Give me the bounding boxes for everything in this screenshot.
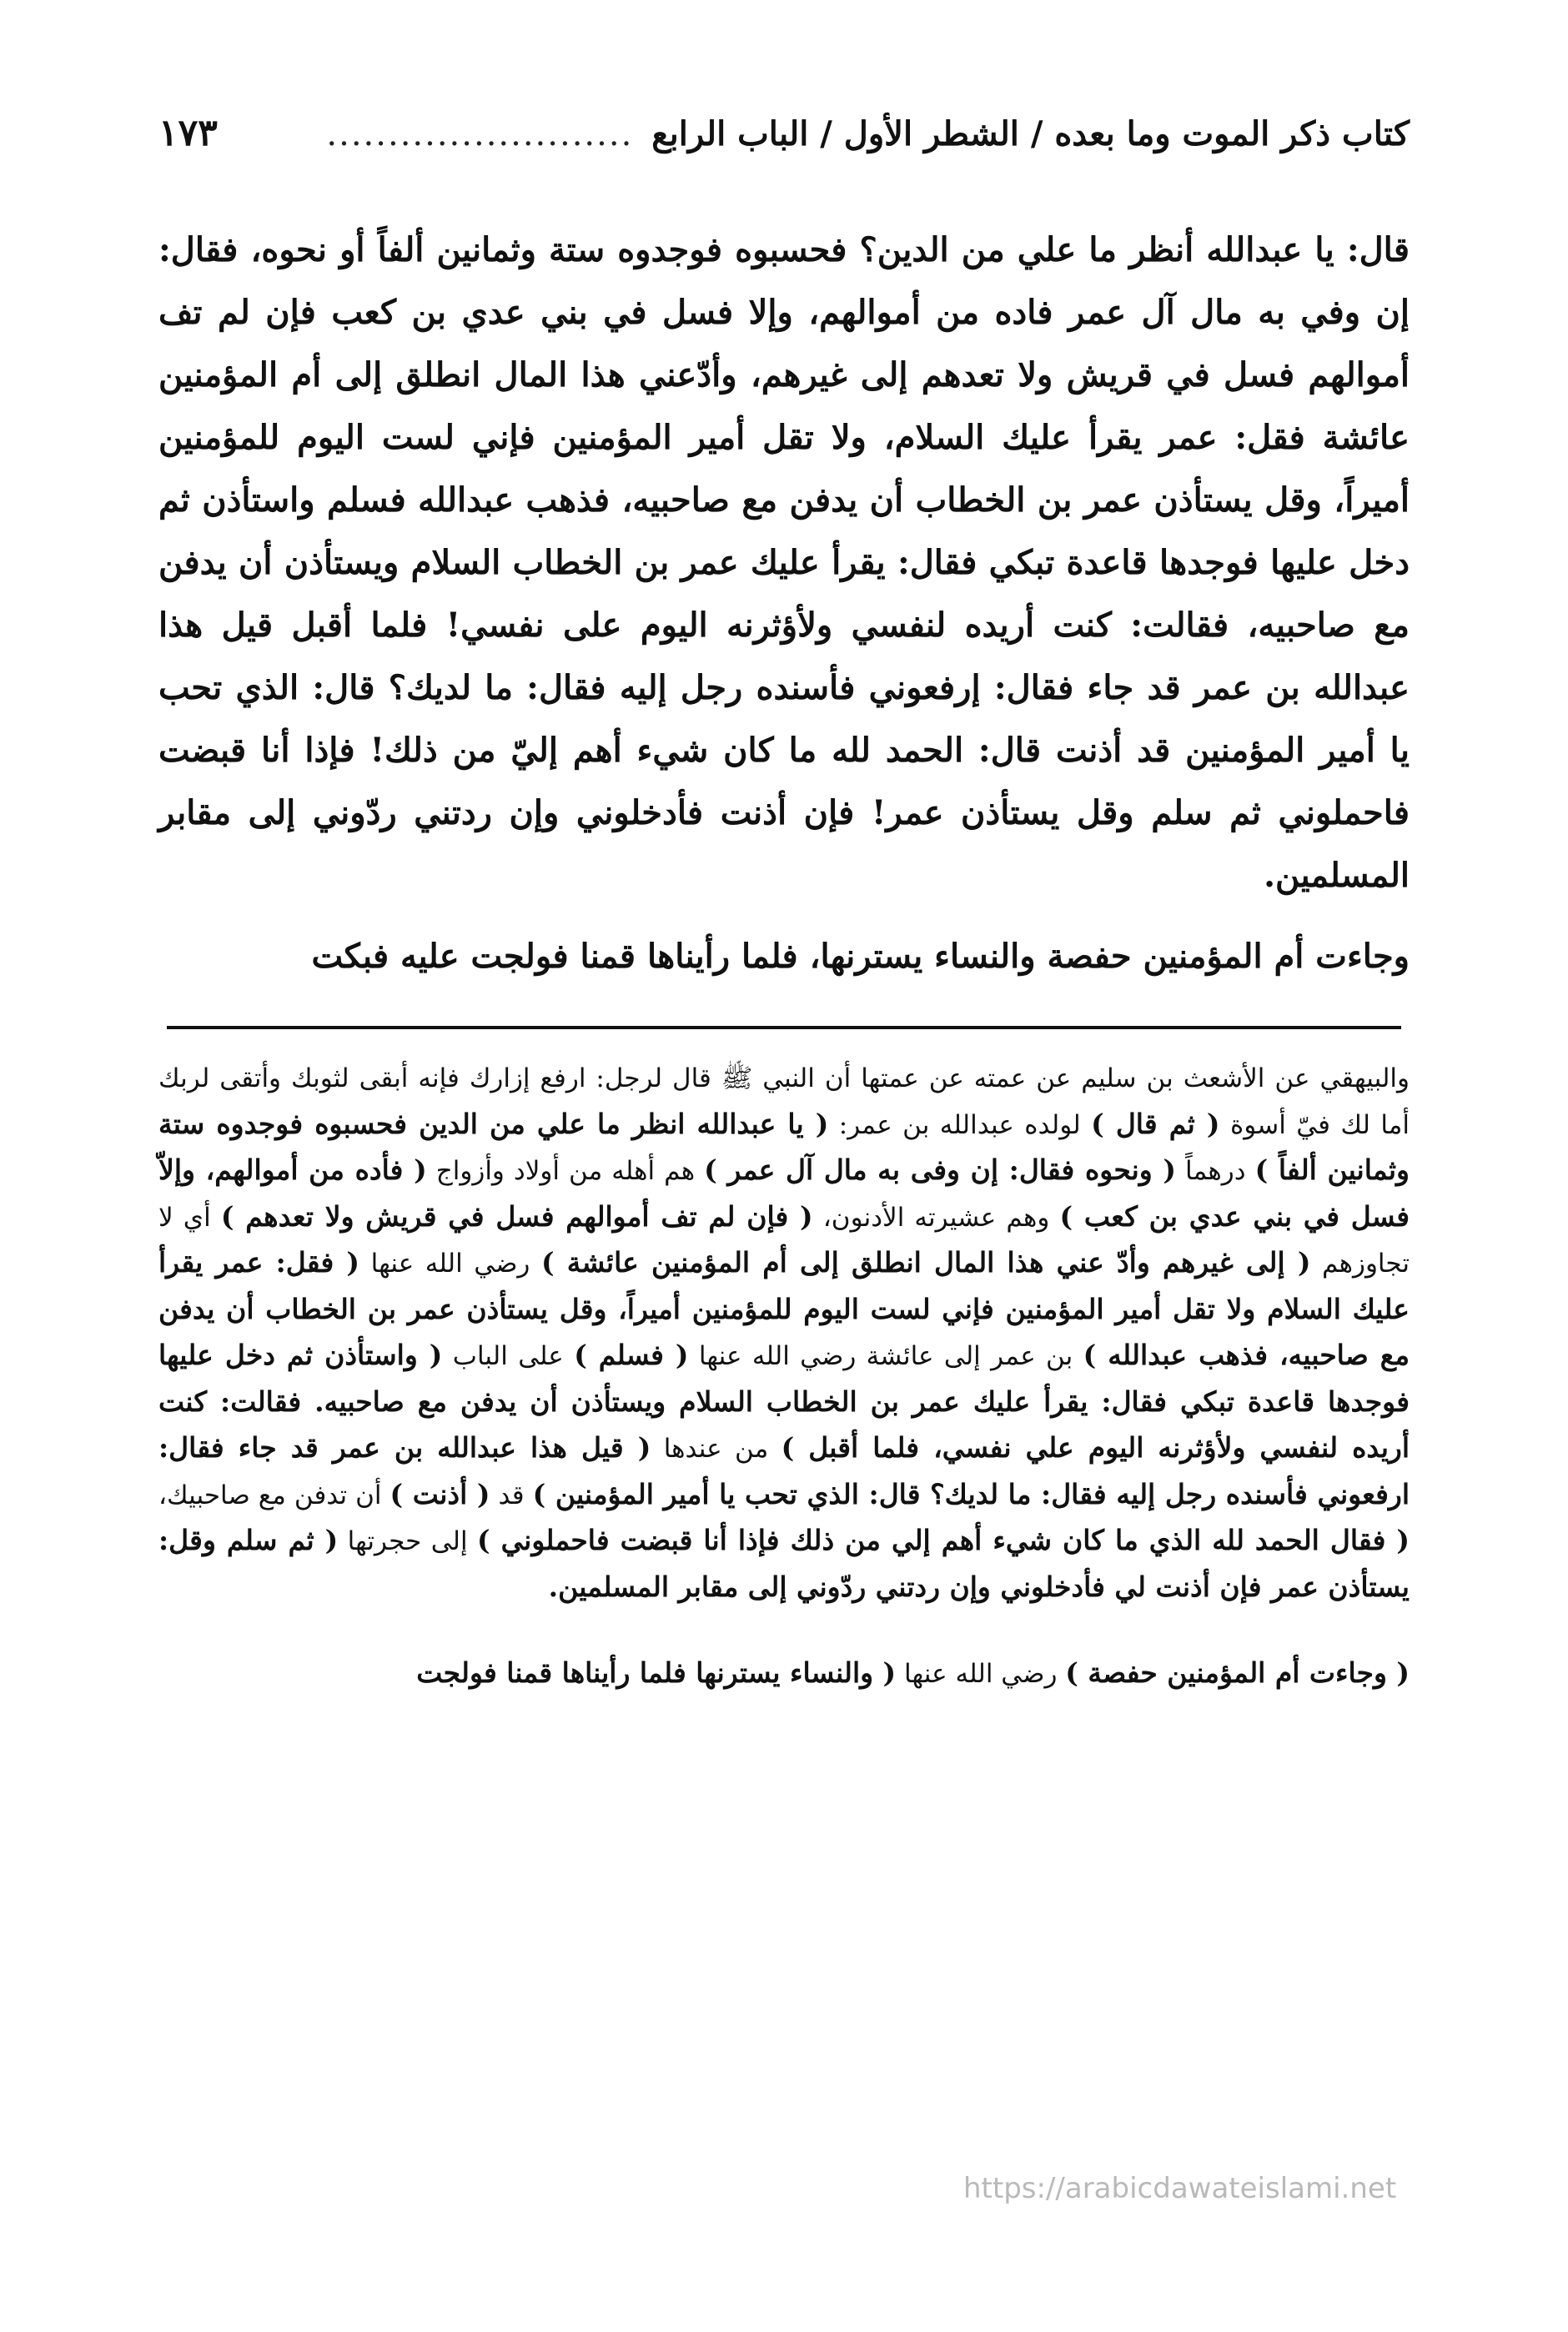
commentary-paragraph — [158, 1056, 1410, 1611]
watermark-url: https://arabicdawateislami.net — [963, 2172, 1397, 2205]
running-header — [158, 108, 1410, 175]
commentary-text: هم أهله من أولاد وأزواج — [435, 1156, 696, 1186]
main-text — [158, 219, 1410, 988]
commentary-text: من عندها — [663, 1434, 769, 1464]
quoted-text: ( فقل: عمر يقرأ عليك السلام ولا تقل أمير المؤمنين فإني لست اليوم للمؤمنين أميراً، وقل يستأذن عمر بن الخطاب أن يدفن مع صاحبيه، فذهب عبدالله ) — [158, 1246, 1410, 1371]
commentary-text: والبيهقي عن الأشعث بن سليم عن عمته عن عمتها أن النبي ﷺ قال لرجل: ارفع إزارك فإنه أبقى لثوبك وأتقى لربك أما لك فيّ أسوة — [158, 1063, 1410, 1140]
commentary-text: إلى حجرتها — [347, 1526, 468, 1556]
commentary-paragraph-continued — [158, 1651, 1410, 1697]
commentary-text: أي لا تجاوزهم — [158, 1202, 1410, 1279]
commentary-text: أن تدفن مع صاحبيك، — [158, 1480, 382, 1510]
quoted-text: ( إلى غيرهم وأدّ عني هذا المال انطلق إلى أم المؤمنين عائشة ) — [540, 1246, 1311, 1279]
book-page — [158, 108, 1410, 2277]
quoted-text: ( والنساء يسترنها فلما رأيناها قمنا فولجت — [416, 1656, 897, 1689]
commentary-text: وهم عشيرته الأدنون، — [822, 1202, 1050, 1233]
main-paragraph: قال: يا عبدالله أنظر ما علي من الدين؟ فحسبوه فوجدوه ستة وثمانين ألفاً أو نحوه، فقال: إن وفي به مال آل عمر فاده من أموالهم، وإلا فسل في بني عدي بن كعب فإن لم تف أموالهم فسل في قريش ولا تعدهم إلى غيرهم، وأدّعني هذا المال انطلق إلى أم المؤمنين عائشة فقل: عمر يقرأ عليك السلام، ولا تقل أمير المؤمنين فإني لست اليوم للمؤمنين أميراً، وقل يستأذن عمر بن الخطاب أن يدفن مع صاحبيه، فذهب عبدالله فسلم واستأذن ثم دخل عليها فوجدها قاعدة تبكي فقال: يقرأ عليك عمر بن الخطاب السلام ويستأذن أن يدفن مع صاحبيه، فقالت: كنت أريده لنفسي ولأؤثرنه اليوم على نفسي! فلما أقبل قيل هذا عبدالله بن عمر قد جاء فقال: إرفعوني فأسنده رجل إليه فقال: ما لديك؟ قال: الذي تحب يا أمير المؤمنين قد أذنت قال: الحمد لله ما كان شيء أهم إليّ من ذلك! فإذا أنا قبضت فاحملوني ثم سلم وقل يستأذن عمر! فإن أذنت فأدخلوني وإن ردتني ردّوني إلى مقابر المسلمين. — [158, 230, 1410, 895]
quoted-text: ( فسلم ) — [574, 1339, 689, 1371]
header-dot-leader: ......................... — [326, 115, 634, 153]
quoted-text: ( فأده من أموالهم، وإلاّ فسل في بني عدي بن كعب ) — [158, 1153, 1410, 1233]
quoted-text: ( يا عبدالله انظر ما علي من الدين فحسبوه فوجدوه ستة وثمانين ألفاً ) — [158, 1107, 1410, 1186]
quoted-text: ( ثم سلم وقل: يستأذن عمر فإن أذنت لي فأدخلوني وإن ردتني ردّوني إلى مقابر المسلمين. — [158, 1524, 1410, 1603]
commentary-text: قد — [498, 1480, 525, 1510]
quoted-text: ( أذنت ) — [389, 1477, 490, 1510]
commentary-text: درهماً — [1185, 1156, 1246, 1186]
quoted-text: ( ثم قال ) — [1091, 1107, 1220, 1140]
main-paragraph-continued: وجاءت أم المؤمنين حفصة والنساء يسترنها، فلما رأيناها قمنا فولجت عليه فبكت — [311, 937, 1410, 976]
page-number: ١٧٣ — [158, 112, 218, 154]
commentary-text: على الباب — [452, 1341, 564, 1371]
quoted-text: ( وجاءت أم المؤمنين حفصة ) — [1065, 1656, 1410, 1689]
quoted-text: ( فقال الحمد لله الذي ما كان شيء أهم إلي من ذلك فإذا أنا قبضت فاحملوني ) — [477, 1524, 1410, 1556]
commentary-text: رضي الله عنها — [370, 1249, 530, 1279]
commentary-text: بن عمر إلى عائشة رضي الله عنها — [698, 1341, 1073, 1371]
quoted-text: ( فإن لم تف أموالهم فسل في قريش ولا تعدهم ) — [220, 1199, 813, 1233]
commentary-text: لولده عبدالله بن عمر: — [838, 1109, 1081, 1140]
commentary-text: رضي الله عنها — [904, 1659, 1058, 1689]
footnote-divider — [167, 1026, 1401, 1029]
commentary — [158, 1056, 1410, 1697]
quoted-text: ( قيل هذا عبدالله بن عمر قد جاء فقال: ارفعوني فأسنده رجل إليه فقال: ما لديك؟ قال: الذي تحب يا أمير المؤمنين ) — [158, 1431, 1410, 1510]
header-title: كتاب ذكر الموت وما بعده / الشطر الأول / الباب الرابع — [651, 114, 1410, 153]
quoted-text: ( ونحوه فقال: إن وفى به مال آل عمر ) — [704, 1153, 1177, 1186]
quoted-text: ( واستأذن ثم دخل عليها فوجدها قاعدة تبكي فقال: يقرأ عليك عمر بن الخطاب السلام ويستأذن أن يدفن مع صاحبيه. فقالت: كنت أريده لنفسي ولأؤثرنه اليوم علي نفسي، فلما أقبل ) — [158, 1339, 1410, 1464]
